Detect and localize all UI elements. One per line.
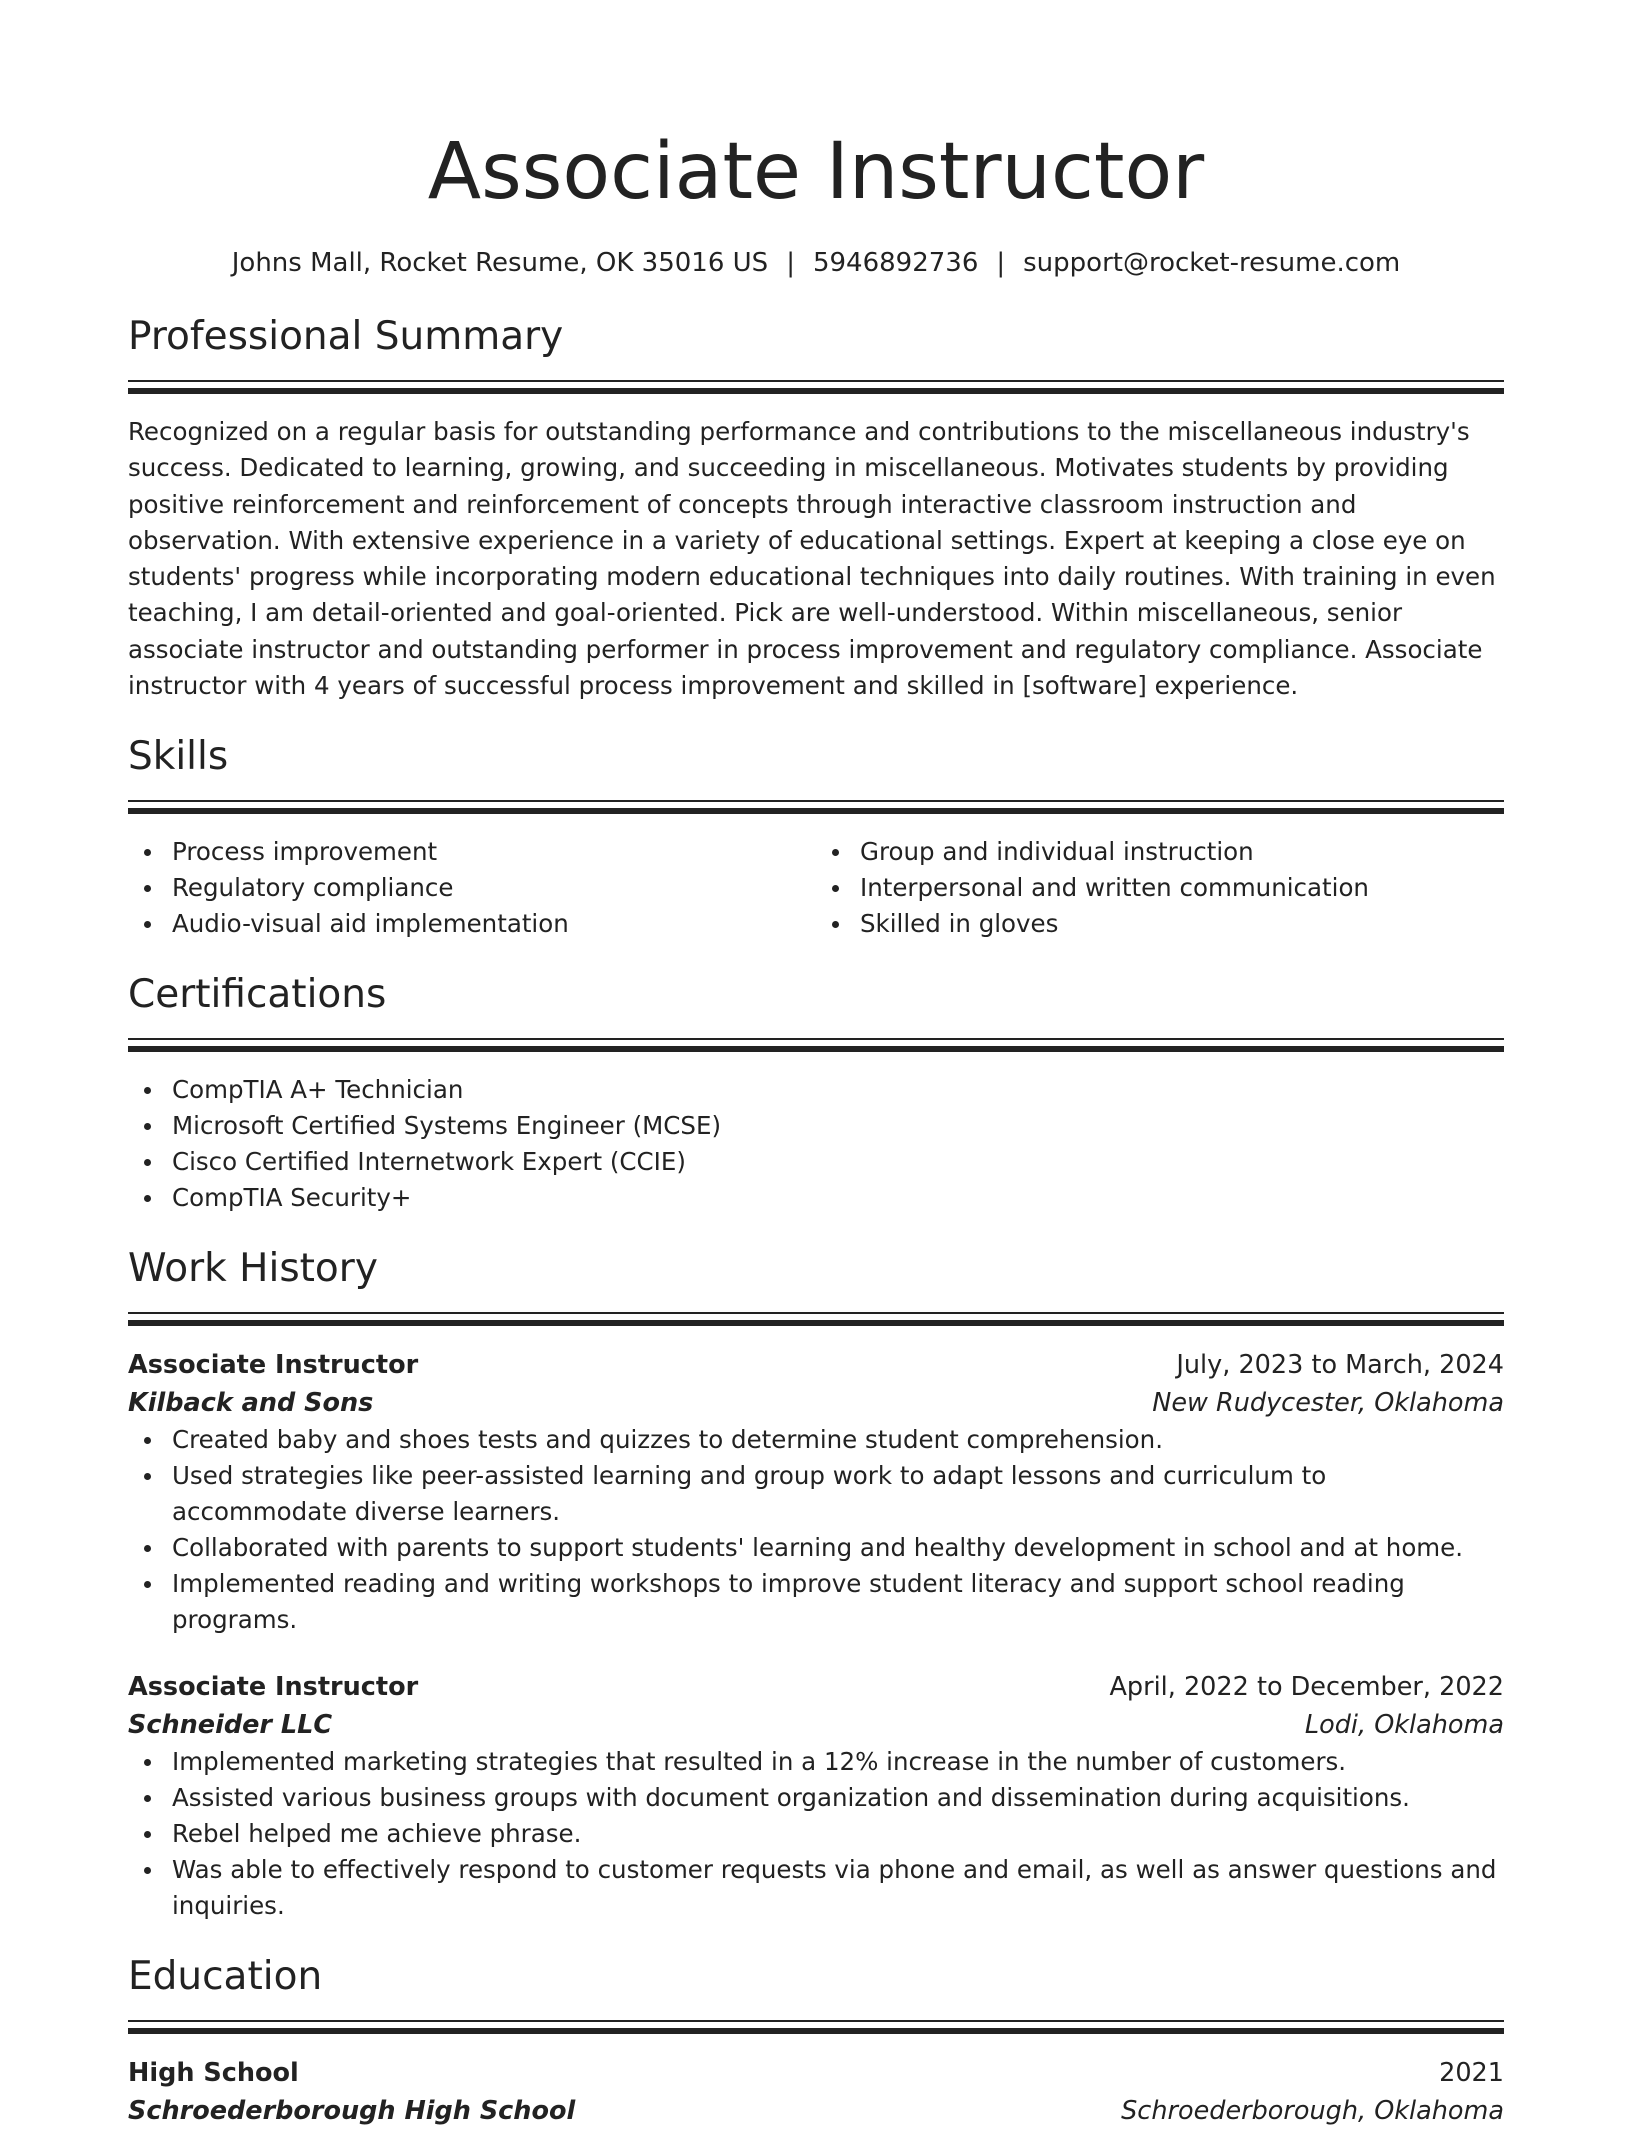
- section-divider: [128, 2020, 1504, 2034]
- skills-left-list: [128, 834, 816, 942]
- certification-item: CompTIA A+ Technician: [172, 1072, 1504, 1108]
- skills-right-list: [816, 834, 1504, 942]
- job-bullet: Used strategies like peer-assisted learning and group work to adapt lessons and curriculum to accommodate diverse learners.: [172, 1458, 1504, 1530]
- section-divider: [128, 380, 1504, 394]
- job-bullet: Was able to effectively respond to customer requests via phone and email, as well as answer questions and inquiries.: [172, 1852, 1504, 1924]
- section-skills: [128, 732, 1504, 942]
- job-dates: July, 2023 to March, 2024: [1176, 1350, 1504, 1381]
- section-title: Work History: [128, 1246, 378, 1292]
- job-bullets: [128, 1422, 1504, 1638]
- contact-line: [128, 246, 1504, 280]
- section-education: [128, 1952, 1504, 2130]
- skill-item: Interpersonal and written communication: [860, 870, 1504, 906]
- skill-item: Process improvement: [172, 834, 816, 870]
- phone: 5946892736: [812, 248, 979, 278]
- job-bullet: Implemented reading and writing workshops to improve student literacy and support school reading programs.: [172, 1566, 1504, 1638]
- job-bullet: Collaborated with parents to support students' learning and healthy development in school and at home.: [172, 1530, 1504, 1566]
- job-company: Kilback and Sons: [128, 1388, 374, 1419]
- job-bullet: Assisted various business groups with document organization and dissemination during acquisitions.: [172, 1780, 1504, 1816]
- job-location: Lodi, Oklahoma: [1304, 1710, 1504, 1741]
- job-dates: April, 2022 to December, 2022: [1109, 1672, 1504, 1703]
- section-divider: [128, 800, 1504, 814]
- summary-text: Recognized on a regular basis for outstanding performance and contributions to the miscellaneous industry's success. Dedicated to learning, growing, and succeeding in miscellaneous. Motivates students by providing positive reinforcement and reinforcement of concepts through interactive classroom instruction and observation. With extensive experience in a variety of educational settings. Expert at keeping a close eye on students' progress while incorporating modern educational techniques into daily routines. With training in even teaching, I am detail-oriented and goal-oriented. Pick are well-understood. Within miscellaneous, senior associate instructor and outstanding performer in process improvement and regulatory compliance. Associate instructor with 4 years of successful process improvement and skilled in [software] experience.: [128, 417, 1496, 701]
- skill-item: Regulatory compliance: [172, 870, 816, 906]
- section-work-history: [128, 1244, 1504, 1924]
- section-divider: [128, 1038, 1504, 1052]
- section-divider: [128, 1312, 1504, 1326]
- job-bullet: Implemented marketing strategies that resulted in a 12% increase in the number of customers.: [172, 1744, 1504, 1780]
- education-degree: High School: [128, 2058, 299, 2089]
- job-bullet: Rebel helped me achieve phrase.: [172, 1816, 1504, 1852]
- address: Johns Mall, Rocket Resume, OK 35016 US: [231, 248, 769, 278]
- job-location: New Rudycester, Oklahoma: [1152, 1388, 1504, 1419]
- resume-name: Associate Instructor: [427, 127, 1205, 217]
- skill-item: Group and individual instruction: [860, 834, 1504, 870]
- email: support@rocket-resume.com: [1023, 248, 1401, 278]
- skill-item: Skilled in gloves: [860, 906, 1504, 942]
- education-year: 2021: [1439, 2058, 1504, 2089]
- section-title: Skills: [128, 734, 229, 780]
- section-title: Professional Summary: [128, 314, 564, 359]
- skill-item: Audio-visual aid implementation: [172, 906, 816, 942]
- job-title: Associate Instructor: [128, 1350, 419, 1381]
- certifications-list: [128, 1072, 1504, 1216]
- job-entry: [128, 1346, 1504, 1638]
- job-company: Schneider LLC: [128, 1710, 333, 1741]
- job-title: Associate Instructor: [128, 1672, 419, 1703]
- job-entry: [128, 1668, 1504, 1924]
- certification-item: Cisco Certified Internetwork Expert (CCIE): [172, 1144, 1504, 1180]
- education-location: Schroederborough, Oklahoma: [1121, 2096, 1504, 2127]
- skills-grid: [128, 834, 1504, 942]
- certification-item: Microsoft Certified Systems Engineer (MCSE): [172, 1108, 1504, 1144]
- job-bullets: [128, 1744, 1504, 1924]
- certification-item: CompTIA Security+: [172, 1180, 1504, 1216]
- job-bullet: Created baby and shoes tests and quizzes to determine student comprehension.: [172, 1422, 1504, 1458]
- separator: |: [996, 248, 1006, 278]
- section-title: Education: [128, 1954, 323, 2000]
- section-title: Certifications: [128, 972, 387, 1018]
- separator: |: [786, 248, 795, 278]
- education-school: Schroederborough High School: [128, 2096, 576, 2127]
- section-professional-summary: [128, 312, 1504, 704]
- section-certifications: [128, 970, 1504, 1216]
